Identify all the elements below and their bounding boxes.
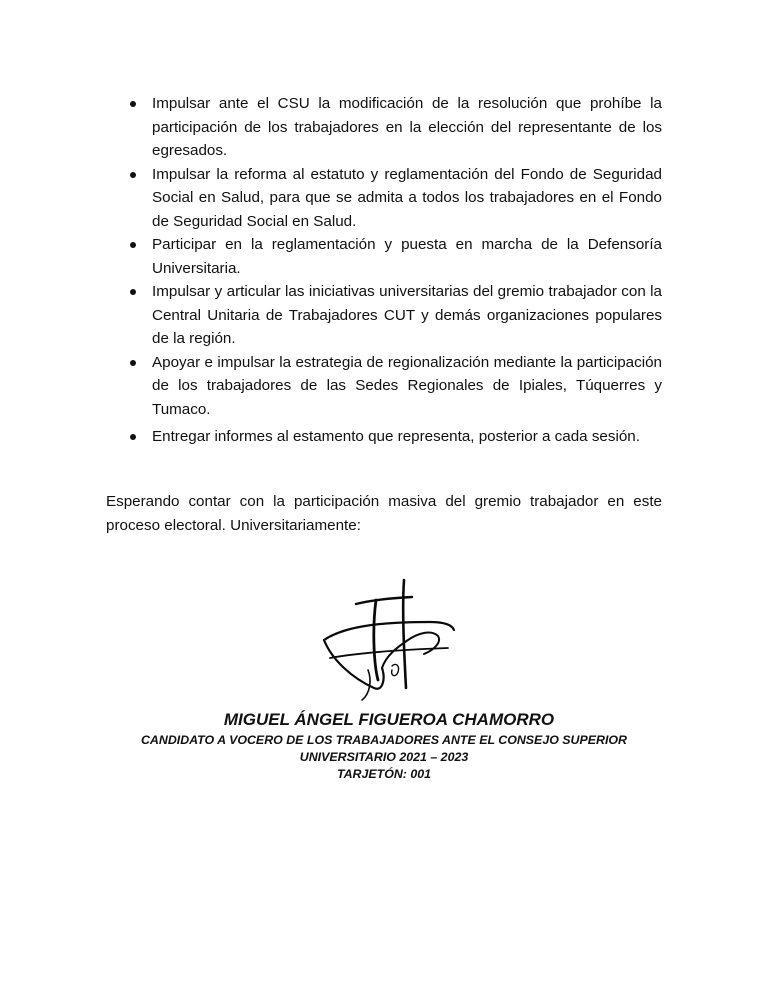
list-item: [128, 425, 662, 449]
list-item: [128, 92, 662, 163]
list-item: [128, 351, 662, 422]
ballot-number: TARJETÓN: 001: [336, 767, 432, 781]
signature-block: [0, 708, 768, 783]
bullet-icon: [130, 289, 136, 295]
candidate-period: UNIVERSITARIO 2021 – 2023: [299, 750, 469, 764]
handwritten-signature: [312, 570, 462, 705]
closing-paragraph: Esperando contar con la participación masiva del gremio trabajador en este proceso electoral. Universitariamente:: [106, 493, 662, 534]
list-item: [128, 280, 662, 351]
proposal-list: [128, 92, 662, 449]
candidate-name: MIGUEL ÁNGEL FIGUEROA CHAMORRO: [223, 710, 555, 729]
candidate-role: CANDIDATO A VOCERO DE LOS TRABAJADORES ANTE EL CONSEJO SUPERIOR: [140, 733, 628, 747]
list-item: [128, 233, 662, 280]
list-item-text: Apoyar e impulsar la estrategia de regionalización mediante la participación de los trabajadores de las Sedes Regionales de Ipiales, Túquerres y Tumaco.: [152, 353, 662, 418]
list-item-text: Participar en la reglamentación y puesta en marcha de la Defensoría Universitaria.: [152, 236, 662, 277]
list-item-text: Impulsar la reforma al estatuto y reglamentación del Fondo de Seguridad Social en Salud, para que se admita a todos los trabajadores en el Fondo de Seguridad Social en Salud.: [152, 165, 662, 230]
list-item: [128, 163, 662, 234]
bullet-icon: [130, 360, 136, 366]
bullet-icon: [130, 172, 136, 178]
bullet-icon: [130, 242, 136, 248]
bullet-icon: [130, 101, 136, 107]
list-item-text: Entregar informes al estamento que representa, posterior a cada sesión.: [152, 428, 640, 445]
list-item-text: Impulsar y articular las iniciativas universitarias del gremio trabajador con la Central Unitaria de Trabajadores CUT y demás organizaciones populares de la región.: [152, 283, 662, 347]
list-item-text: Impulsar ante el CSU la modificación de la resolución que prohíbe la participación de los trabajadores en la elección del representante de los egresados.: [152, 95, 662, 159]
bullet-icon: [130, 434, 136, 440]
